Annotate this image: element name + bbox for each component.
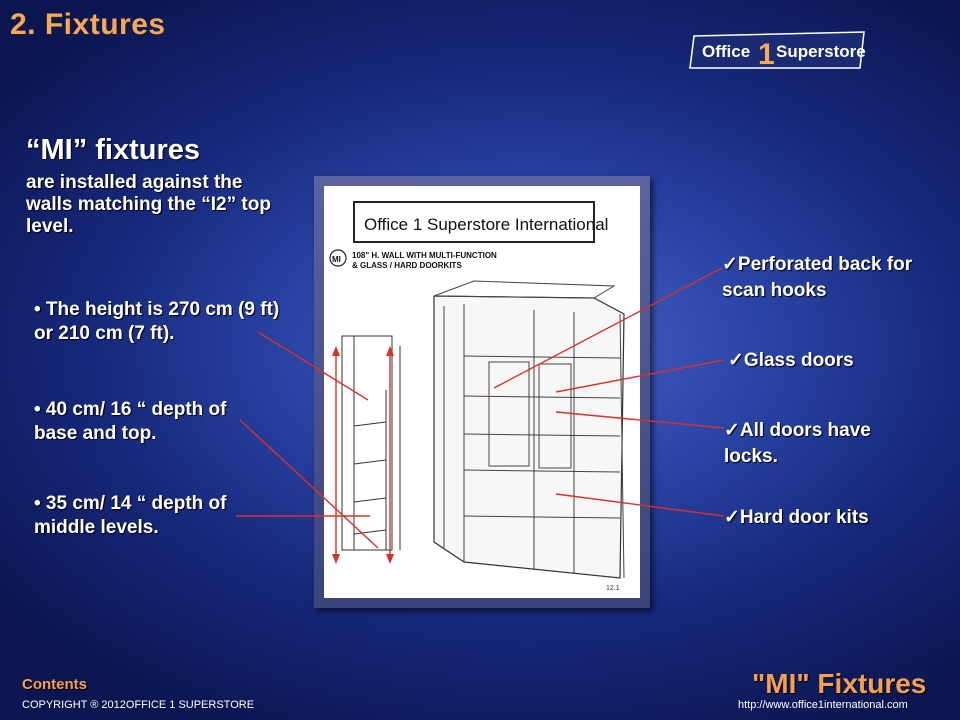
feature-doors-locks: ✓All doors have locks. [724,420,871,467]
svg-text:Office: Office [702,42,751,61]
svg-text:12.1: 12.1 [606,585,620,592]
svg-text:Superstore: Superstore [776,42,866,61]
section-title: "MI" Fixtures [752,668,927,699]
slide-title: 2. Fixtures [10,8,166,41]
check-icon: ✓ [724,420,740,441]
bullet-height: • The height is 270 cm (9 ft) or 210 cm (7 ft). [34,299,280,344]
feature-hard-door-kits: ✓Hard door kits [724,507,869,528]
copyright-text: COPYRIGHT ® 2012OFFICE 1 SUPERSTORE [22,699,255,711]
contents-link[interactable]: Contents [22,676,87,693]
svg-text:MI: MI [332,255,341,264]
svg-text:1: 1 [758,38,775,71]
intro-text: are installed against the walls matching the “I2” top level. [26,172,271,237]
svg-text:& GLASS / HARD DOORKITS: & GLASS / HARD DOORKITS [352,261,462,270]
fixtures-heading: “MI” fixtures [26,134,201,166]
check-icon: ✓ [724,507,740,528]
bullet-base-depth: • 40 cm/ 16 “ depth of base and top. [34,399,227,444]
feature-perforated-back: ✓Perforated back for scan hooks [722,254,913,301]
check-icon: ✓ [722,254,738,275]
feature-glass-doors: ✓Glass doors [728,350,854,371]
check-icon: ✓ [728,350,744,371]
svg-text:108" H. WALL WITH MULTI-FUNCTI: 108" H. WALL WITH MULTI-FUNCTION [352,251,497,260]
office1-superstore-logo [688,28,868,72]
svg-text:Office 1 Superstore Internatio: Office 1 Superstore International [364,215,609,234]
fixture-technical-drawing [324,186,640,598]
website-link[interactable]: http://www.office1international.com [738,699,908,711]
bullet-middle-depth: • 35 cm/ 14 “ depth of middle levels. [34,493,227,538]
